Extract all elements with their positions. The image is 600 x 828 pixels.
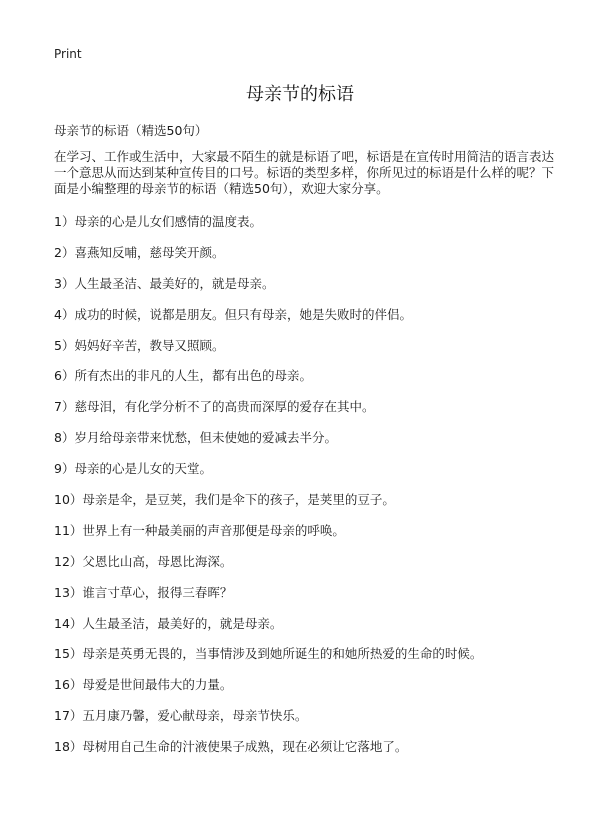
list-item: 15）母亲是英勇无畏的，当事情涉及到她所诞生的和她所热爱的生命的时候。 xyxy=(54,646,483,662)
list-item: 17）五月康乃馨，爱心献母亲，母亲节快乐。 xyxy=(54,708,308,724)
list-item: 12）父恩比山高，母恩比海深。 xyxy=(54,553,233,569)
list-item: 11）世界上有一种最美丽的声音那便是母亲的呼唤。 xyxy=(54,522,345,538)
list-item: 3）人生最圣洁、最美好的，就是母亲。 xyxy=(54,275,275,291)
list-item: 7）慈母泪，有化学分析不了的高贵而深厚的爱存在其中。 xyxy=(54,399,375,415)
list-item: 5）妈妈好辛苦，教导又照顾。 xyxy=(54,337,225,353)
document-subtitle: 母亲节的标语（精选50句） xyxy=(54,123,208,138)
intro-paragraph: 在学习、工作或生活中，大家最不陌生的就是标语了吧，标语是在宣传时用简洁的语言表达一个意思从而达到某种宣传目的口号。标语的类型多样，你所见过的标语是什么样的呢？下面是小编整理的母亲节的标语（精选50句），欢迎大家分享。 xyxy=(54,149,555,196)
list-item: 16）母爱是世间最伟大的力量。 xyxy=(54,677,233,693)
list-item: 6）所有杰出的非凡的人生，都有出色的母亲。 xyxy=(54,368,312,384)
list-item: 9）母亲的心是儿女的天堂。 xyxy=(54,461,212,477)
list-item: 10）母亲是伞，是豆荚，我们是伞下的孩子，是荚里的豆子。 xyxy=(54,492,395,508)
list-item: 8）岁月给母亲带来忧愁，但未使她的爱减去半分。 xyxy=(54,430,337,446)
slogan-list xyxy=(54,213,554,769)
list-item: 4）成功的时候，说都是朋友。但只有母亲，她是失败时的伴侣。 xyxy=(54,306,412,322)
list-item: 13）谁言寸草心，报得三春晖？ xyxy=(54,584,233,600)
list-item: 18）母树用自己生命的汁液使果子成熟，现在必须让它落地了。 xyxy=(54,739,408,755)
list-item: 1）母亲的心是儿女们感情的温度表。 xyxy=(54,214,262,229)
list-item: 14）人生最圣洁，最美好的，就是母亲。 xyxy=(54,615,283,631)
print-link[interactable]: Print xyxy=(54,47,82,61)
document-title: 母亲节的标语 xyxy=(246,84,354,105)
list-item: 2）喜燕知反哺，慈母笑开颜。 xyxy=(54,244,225,260)
